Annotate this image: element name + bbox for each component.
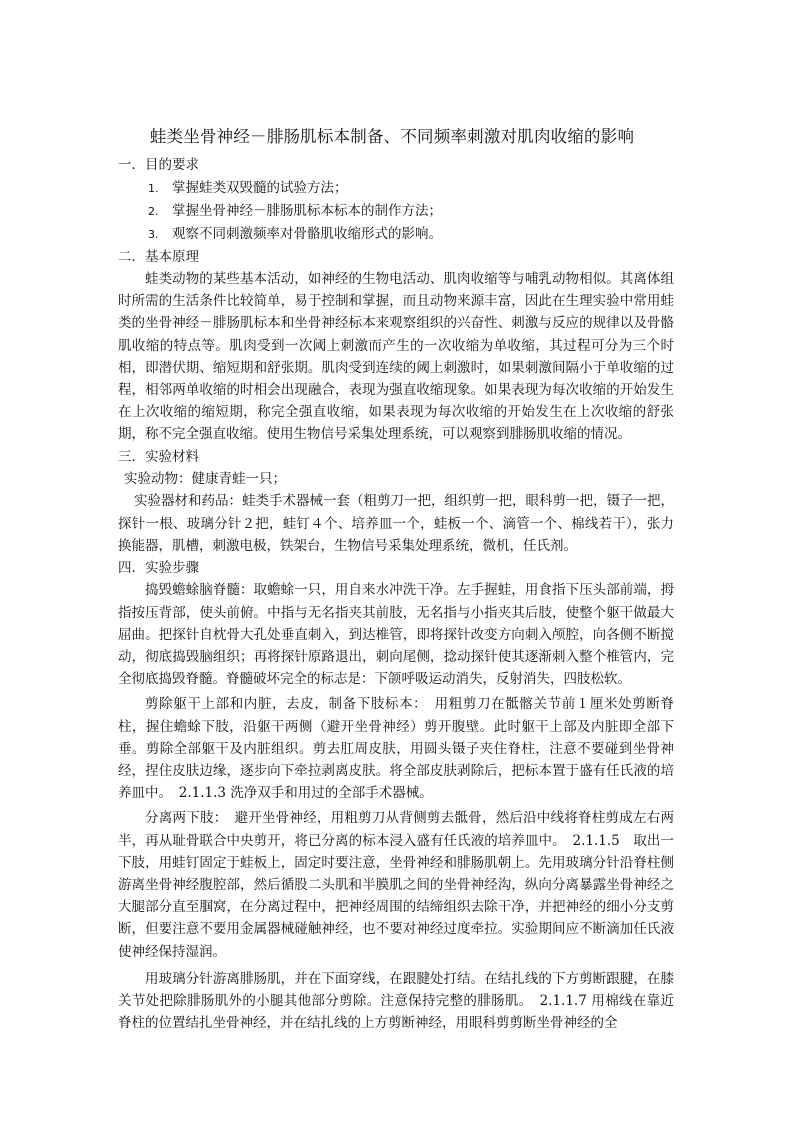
section-heading-objectives: 一．目的要求 xyxy=(118,157,199,173)
section-heading-materials: 三．实验材料 xyxy=(118,448,199,465)
list-item xyxy=(118,200,674,223)
list-item-text: 掌握坐骨神经－腓肠肌标本标本的制作方法； xyxy=(172,202,442,219)
list-item-text: 掌握蛙类双毁髓的试验方法； xyxy=(172,179,348,196)
principles-paragraph: 蛙类动物的某些基本活动，如神经的生物电活动、肌肉收缩等与哺乳动物相似。其离体组时所需的生活条件比较简单，易于控制和掌握，而且动物来源丰富，因此在生理实验中常用蛙类的坐骨神经－腓肠肌标本和坐骨神经标本来观察组织的兴奋性、刺激与反应的规律以及骨骼肌收缩的特点等。肌肉受到一次阈上刺激而产生的一次收缩为单收缩，其过程可分为三个时相，即潜伏期、缩短期和舒张期。肌肉受到连续的阈上刺激时，如果刺激间隔小于单收缩的过程，相邻两单收缩的时相会出现融合，表现为强直收缩现象。如果表现为每次收缩的开始发生在上次收缩的缩短期，称完全强直收缩，如果表现为每次收缩的开始发生在上次收缩的舒张期，称不完全强直收缩。使用生物信号采集处理系统，可以观察到腓肠肌收缩的情况。 xyxy=(118,271,674,443)
list-item-number: 2. xyxy=(148,204,159,218)
document-body xyxy=(118,124,674,1035)
materials-equipment: 实验器材和药品：蛙类手术器械一套（粗剪刀一把，组织剪一把，眼科剪一把，镊子一把，探针一根、玻璃分针２把，蛙钉４个、培养皿一个，蛙板一个、滴管一个、棉线若干），张力换能器，肌槽，刺激电极，铁架台，生物信号采集处理系统，微机，任氏剂。 xyxy=(118,493,674,554)
materials-animal: 实验动物：健康青蛙一只； xyxy=(124,471,286,488)
document-title: 蛙类坐骨神经－腓肠肌标本制备、不同频率刺激对肌肉收缩的影响 xyxy=(149,127,635,146)
section-heading-principles: 二．基本原理 xyxy=(118,248,199,265)
list-item-number: 3. xyxy=(148,227,159,241)
list-item-text: 观察不同刺激频率对骨骼肌收缩形式的影响。 xyxy=(172,225,442,242)
list-item xyxy=(118,177,674,200)
procedure-paragraph-2: 剪除躯干上部和内脏，去皮，制备下肢标本： 用粗剪刀在骶髂关节前１厘米处剪断脊柱，握住蟾蜍下肢，沿躯干两侧（避开坐骨神经）剪开腹壁。此时躯干上部及内脏即全部下垂。剪除全部躯干及内脏组织。剪去肛周皮肤，用圆头镊子夹住脊柱，注意不要碰到坐骨神经，捏住皮肤边缘，逐步向下牵拉剥离皮肤。将全部皮肤剥除后，把标本置于盛有任氏液的培养皿中。 2.1.1.3 洗净双手和用过的全部手术器械。 xyxy=(118,696,674,802)
procedure-paragraph-4: 用玻璃分针游离腓肠肌，并在下面穿线，在跟腱处打结。在结扎线的下方剪断跟腱，在膝关节处把除腓肠肌外的小腿其他部分剪除。注意保持完整的腓肠肌。 2.1.1.7 用棉线在靠近脊柱的位置结扎坐骨神经，并在结扎线的上方剪断神经，用眼科剪剪断坐骨神经的全 xyxy=(118,970,674,1032)
list-item xyxy=(118,223,674,246)
section-heading-procedure: 四．实验步骤 xyxy=(118,559,199,576)
list-item-number: 1. xyxy=(148,181,159,195)
procedure-paragraph-1: 捣毁蟾蜍脑脊髓：取蟾蜍一只，用自来水冲洗干净。左手握蛙，用食指下压头部前端，拇指按压背部，使头前俯。中指与无名指夹其前肢，无名指与小指夹其后肢，使整个躯干做最大屈曲。把探针自枕骨大孔处垂直刺入，到达椎管，即将探针改变方向刺入颅腔，向各侧不断搅动，彻底捣毁脑组织；再将探针原路退出，刺向尾侧，捻动探针使其逐渐刺入整个椎管内，完全彻底捣毁脊髓。脊髓破坏完全的标志是：下颌呼吸运动消失，反射消失，四肢松软。 xyxy=(118,582,674,688)
procedure-paragraph-3: 分离两下肢： 避开坐骨神经，用粗剪刀从背侧剪去骶骨，然后沿中线将脊柱剪成左右两半，再从耻骨联合中央剪开，将已分离的标本浸入盛有任氏液的培养皿中。 2.1.1.5 取出一下肢，用蛙钉固定于蛙板上，固定时要注意，坐骨神经和腓肠肌朝上。先用玻璃分针沿脊柱侧游离坐骨神经腹腔部，然后循股二头肌和半膜肌之间的坐骨神经沟，纵向分离暴露坐骨神经之大腿部分直至腘窝，在分离过程中，把神经周围的结缔组织去除干净，并把神经的细小分支剪断，但要注意不要用金属器械碰触神经，也不要对神经过度牵拉。实验期间应不断滴加任氏液使神经保持湿润。 xyxy=(118,810,674,960)
